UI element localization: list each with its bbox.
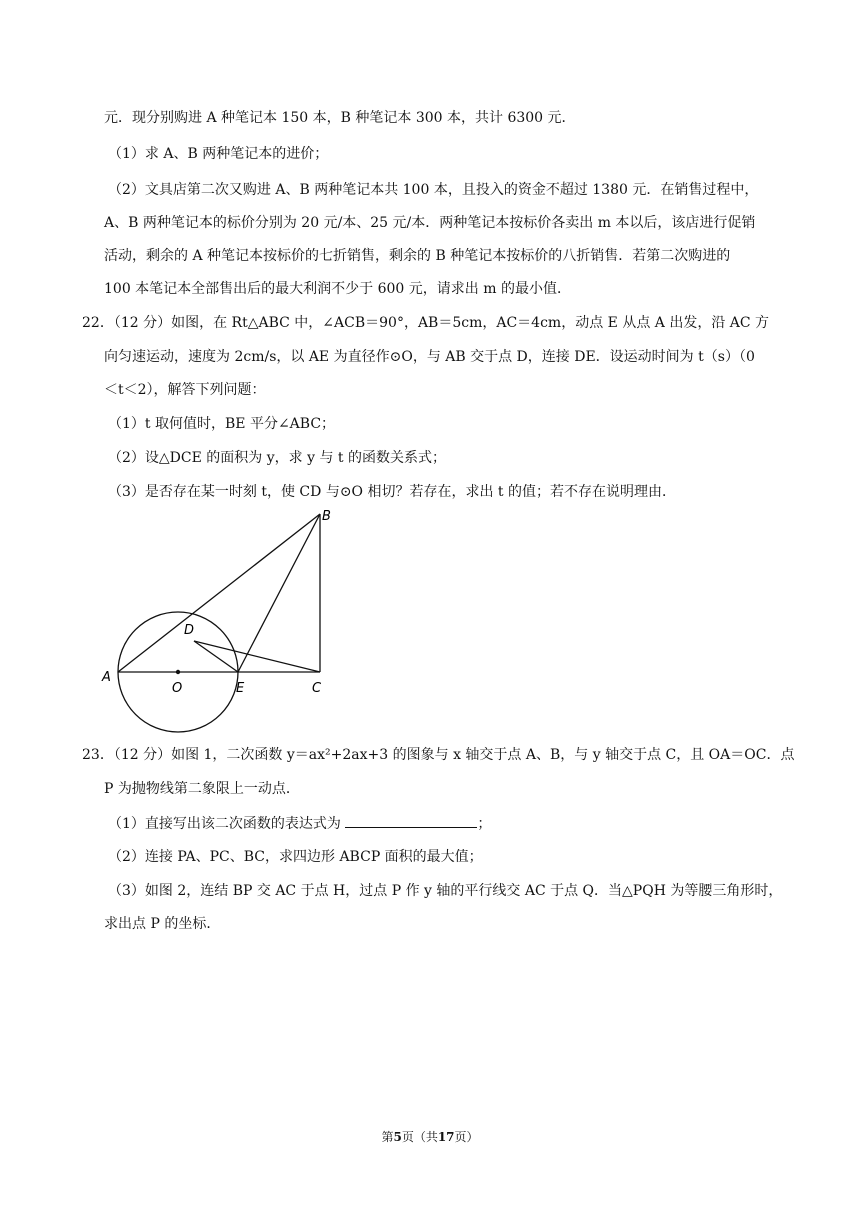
q22-geometry-figure: [96, 500, 346, 736]
q23-part1: [108, 813, 491, 834]
q23-part2: （2）连接 PA、PC、BC，求四边形 ABCP 面积的最大值；: [108, 849, 483, 865]
q23-stem-line2: P 为抛物线第二象限上一动点．: [104, 781, 300, 797]
footer-middle: 页（共: [401, 1130, 438, 1144]
q21-part2-line4: 100 本笔记本全部售出后的最大利润不少于 600 元，请求出 m 的最小值．: [104, 281, 571, 297]
q22-stem-line3: ＜t＜2），解答下列问题：: [104, 382, 266, 398]
q22-stem-line1: 22．（12 分）如图，在 Rt△ABC 中，∠ACB＝90°，AB＝5cm，AC＝4cm，动点 E 从点 A 出发，沿 AC 方: [82, 315, 770, 331]
label-e: E: [236, 681, 245, 696]
label-c: C: [312, 681, 322, 696]
page-footer: [0, 1129, 860, 1145]
answer-blank: [345, 813, 477, 828]
q22-part1: （1）t 取何值时，BE 平分∠ABC；: [108, 416, 336, 432]
segment-dc: [194, 641, 320, 672]
q23-part3-line2: 求出点 P 的坐标．: [104, 916, 221, 932]
q22-part2: （2）设△DCE 的面积为 y，求 y 与 t 的函数关系式；: [108, 450, 446, 466]
q23-stem-line1: 23．（12 分）如图 1，二次函数 y＝ax²+2ax+3 的图象与 x 轴交于点 A、B，与 y 轴交于点 C，且 OA＝OC．点: [82, 747, 795, 763]
label-b: B: [322, 509, 331, 524]
q21-part1: （1）求 A、B 两种笔记本的进价；: [108, 146, 329, 162]
q22-part3: （3）是否存在某一时刻 t，使 CD 与⊙O 相切？若存在，求出 t 的值；若不存在说明理由．: [108, 484, 677, 500]
footer-suffix: 页）: [454, 1130, 479, 1144]
label-o: O: [172, 681, 183, 696]
center-o-dot: [176, 670, 180, 674]
label-a: A: [102, 670, 111, 685]
footer-prefix: 第: [381, 1130, 394, 1144]
q23-part3-line1: （3）如图 2，连结 BP 交 AC 于点 H，过点 P 作 y 轴的平行线交 AC 于点 Q．当△PQH 为等腰三角形时，: [108, 883, 783, 899]
q23-part1-text: （1）直接写出该二次函数的表达式为: [108, 816, 341, 832]
q21-part2-line1: （2）文具店第二次又购进 A、B 两种笔记本共 100 本，且投入的资金不超过 1380 元．在销售过程中，: [108, 182, 759, 198]
footer-total-pages: 17: [437, 1130, 455, 1144]
q21-part2-line2: A、B 两种笔记本的标价分别为 20 元/本、25 元/本．两种笔记本按标价各卖出 m 本以后，该店进行促销: [104, 215, 756, 231]
footer-page-number: 5: [393, 1130, 402, 1144]
q23-part1-end: ；: [477, 816, 492, 832]
q21-part2-line3: 活动，剩余的 A 种笔记本按标价的七折销售，剩余的 B 种笔记本按标价的八折销售．若第二次购进的: [104, 248, 731, 264]
label-d: D: [184, 623, 195, 638]
segment-be: [238, 514, 320, 672]
q22-stem-line2: 向匀速运动，速度为 2cm/s，以 AE 为直径作⊙O，与 AB 交于点 D，连接 DE．设运动时间为 t（s）（0: [104, 349, 755, 365]
segment-ab: [118, 514, 320, 672]
q21-tail-text: 元．现分别购进 A 种笔记本 150 本，B 种笔记本 300 本，共计 6300 元．: [104, 110, 576, 126]
